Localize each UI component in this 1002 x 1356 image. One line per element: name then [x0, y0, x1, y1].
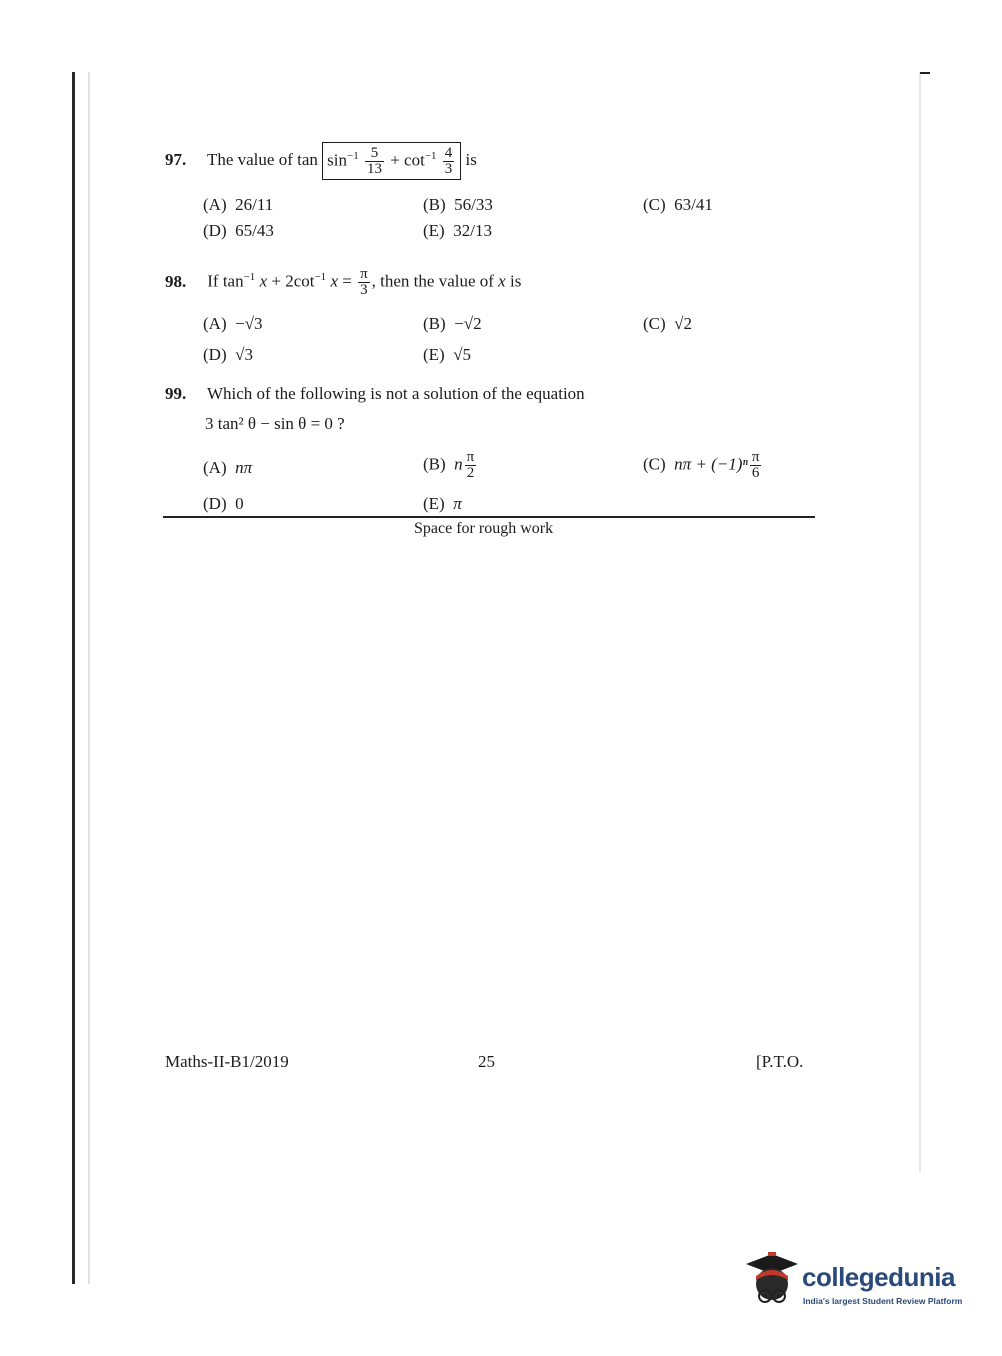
option-98-a: (A) −√3	[203, 314, 263, 333]
scan-corner-mark	[920, 72, 930, 74]
option-97-d: (D) 65/43	[203, 221, 274, 240]
fraction-5-13: $\frac{5}{13}$	[366, 145, 382, 178]
rough-work-label: Space for rough work	[414, 520, 554, 537]
option-99-a: (A) nπ	[203, 458, 253, 477]
option-99-e: (E) π	[423, 494, 462, 513]
logo-wordmark: collegedunia	[802, 1262, 955, 1292]
option-97-a: (A) 26/11	[203, 195, 274, 214]
page-number: 25	[478, 1052, 495, 1071]
question-text: Which of the following is not a solution of the equation	[206, 384, 585, 403]
question-98: 98. If $\tan^{-1} x + 2\cot^{-1}$ x = $\frac{\pi}{3}$ , then the value of x is	[165, 266, 522, 299]
fraction-4-3: $\frac{4}{3}$	[444, 145, 453, 178]
option-97-c: (C) 63/41	[643, 195, 713, 214]
option-98-c: (C) √2	[643, 314, 693, 333]
option-98-b: (B) −√2	[423, 314, 482, 333]
option-97-b: (B) 56/33	[423, 195, 493, 214]
pto-label: [P.T.O.	[756, 1052, 804, 1071]
question-97	[165, 142, 477, 180]
question-number: 97.	[165, 150, 187, 170]
option-97-e: (E) 32/13	[423, 221, 492, 240]
scan-border-right	[919, 72, 921, 1172]
question-number: 99.	[165, 384, 187, 403]
graduate-mascot-icon	[742, 1250, 802, 1314]
question-text-end: is	[465, 150, 477, 170]
scan-border-left	[72, 72, 75, 1284]
option-99-d: (D) 0	[203, 494, 244, 513]
logo-tagline: India's largest Student Review Platform	[803, 1296, 963, 1306]
paper-code: Maths-II-B1/2019	[165, 1052, 289, 1071]
divider-line	[163, 516, 815, 518]
option-99-c: (C) nπ + (−1)ⁿ $\frac{\pi}{6}$	[643, 449, 760, 481]
option-99-b: (B) n $\frac{\pi}{2}$	[423, 449, 475, 481]
scan-border-left-shadow	[88, 72, 90, 1284]
option-98-d: (D) √3	[203, 345, 253, 364]
question-number: 98.	[165, 271, 187, 291]
question-99	[165, 383, 585, 405]
collegedunia-logo	[742, 1250, 972, 1314]
fraction-pi-3: $\frac{\pi}{3}$	[360, 266, 368, 299]
question-99-equation: 3 tan² θ − sin θ = 0 ?	[205, 414, 345, 433]
question-text-start: The value of tan	[206, 150, 318, 170]
bracket-expression: $\sin^{-1}$ $\frac{5}{13}$ + $\cot^{-1}$ $\frac{4}{3}$	[322, 142, 461, 180]
option-98-e: (E) √5	[423, 345, 472, 364]
